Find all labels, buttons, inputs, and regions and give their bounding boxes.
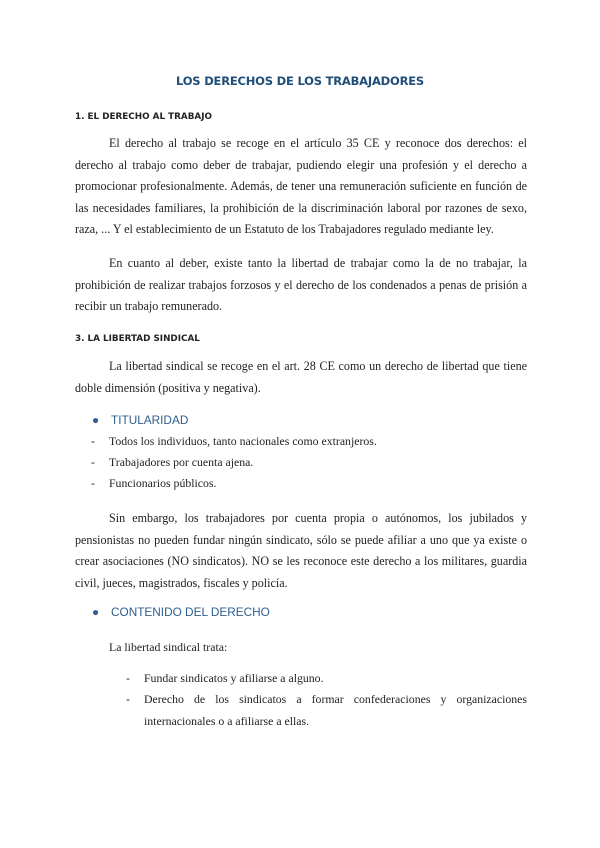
list-item-text: Derecho de los sindicatos a formar confederaciones y organizaciones internacionales o a afiliarse a ellas. bbox=[144, 692, 527, 728]
list-item-text: Todos los individuos, tanto nacionales como extranjeros. bbox=[109, 434, 377, 448]
dash-marker: - bbox=[126, 671, 130, 685]
bullet-label: CONTENIDO DEL DERECHO bbox=[111, 605, 270, 619]
list-item bbox=[91, 434, 377, 449]
dash-marker: - bbox=[91, 455, 95, 469]
list-item bbox=[91, 476, 216, 491]
paragraph-libertad-sindical: La libertad sindical se recoge en el art. 28 CE como un derecho de libertad que tiene doble dimensión (positiva y negativa). bbox=[75, 359, 527, 395]
list-item bbox=[126, 668, 527, 690]
list-item-text: Fundar sindicatos y afiliarse a alguno. bbox=[144, 671, 324, 685]
bullet-dot-icon: ● bbox=[92, 413, 100, 427]
paragraph-exclusiones: Sin embargo, los trabajadores por cuenta propia o autónomos, los jubilados y pensionistas no pueden fundar ningún sindicato, sólo se puede afiliar a uno que ya existe o crear asociaciones (NO sindicatos). NO se les reconoce este derecho a los militares, guardia civil, jueces, magistrados, fiscales y policía. bbox=[75, 511, 527, 590]
bullet-contenido-derecho bbox=[92, 605, 270, 619]
document-title: LOS DERECHOS DE LOS TRABAJADORES bbox=[176, 74, 424, 88]
section-heading-derecho-trabajo: 1. EL DERECHO AL TRABAJO bbox=[75, 112, 212, 122]
list-item-text: Funcionarios públicos. bbox=[109, 476, 217, 490]
dash-marker: - bbox=[91, 434, 95, 448]
paragraph-derecho-trabajo-2: En cuanto al deber, existe tanto la libertad de trabajar como la de no trabajar, la prohibición de realizar trabajos forzosos y el derecho de los condenados a penas de prisión a recibir un trabajo remunerado. bbox=[75, 256, 527, 314]
contenido-intro: La libertad sindical trata: bbox=[109, 640, 228, 654]
section-heading-libertad-sindical: 3. LA LIBERTAD SINDICAL bbox=[75, 334, 200, 344]
dash-marker: - bbox=[91, 476, 95, 490]
list-item bbox=[91, 455, 253, 470]
paragraph-derecho-trabajo-1: El derecho al trabajo se recoge en el artículo 35 CE y reconoce dos derechos: el derecho al trabajo como deber de trabajar, pudiendo elegir una profesión y el derecho a promocionar profesionalmente. Además, de tener una remuneración suficiente en función de las necesidades familiares, la prohibición de la discriminación laboral por razones de sexo, raza, ... Y el establecimiento de un Estatuto de los Trabajadores regulado mediante ley. bbox=[75, 136, 527, 237]
bullet-titularidad bbox=[92, 413, 188, 427]
bullet-label: TITULARIDAD bbox=[111, 413, 189, 427]
list-item-text: Trabajadores por cuenta ajena. bbox=[109, 455, 254, 469]
list-item bbox=[126, 689, 527, 732]
bullet-dot-icon: ● bbox=[92, 605, 100, 619]
dash-marker: - bbox=[126, 692, 130, 706]
